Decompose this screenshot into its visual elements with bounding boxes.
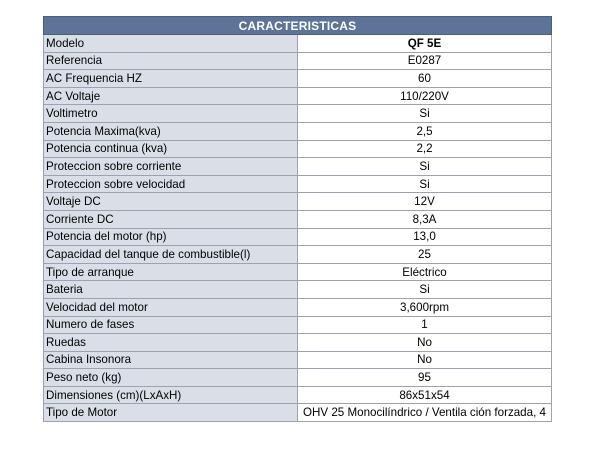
table-row [44,87,552,105]
spec-label: Capacidad del tanque de combustible(l) [44,246,298,264]
table-row [44,281,552,299]
spec-label: Tipo de arranque [44,263,298,281]
spec-value: 2,2 [298,140,552,158]
spec-label: Bateria [44,281,298,299]
spec-value: QF 5E [298,35,552,53]
specs-table [43,16,552,422]
spec-label: Potencia continua (kva) [44,140,298,158]
spec-label: Numero de fases [44,316,298,334]
spec-value: E0287 [298,52,552,70]
spec-value: 12V [298,193,552,211]
spec-label: Proteccion sobre corriente [44,158,298,176]
spec-value: 2,5 [298,122,552,140]
spec-label: Ruedas [44,334,298,352]
specs-table-body [44,35,552,422]
spec-value: 110/220V [298,87,552,105]
spec-label: Cabina Insonora [44,351,298,369]
spec-value: 25 [298,246,552,264]
spec-label: Voltaje DC [44,193,298,211]
table-row [44,298,552,316]
spec-label: Voltimetro [44,105,298,123]
table-row [44,351,552,369]
spec-label: Modelo [44,35,298,53]
table-row [44,334,552,352]
spec-value: No [298,334,552,352]
table-row [44,140,552,158]
table-row [44,193,552,211]
table-row [44,386,552,404]
table-title: CARACTERISTICAS [44,17,552,35]
table-row [44,210,552,228]
spec-label: Dimensiones (cm)(LxAxH) [44,386,298,404]
table-row [44,105,552,123]
spec-value: Si [298,281,552,299]
table-row [44,246,552,264]
table-row [44,316,552,334]
spec-label: Corriente DC [44,210,298,228]
table-row [44,52,552,70]
table-row [44,70,552,88]
spec-value: No [298,351,552,369]
table-row [44,35,552,53]
spec-label: Tipo de Motor [44,404,298,422]
spec-label: Referencia [44,52,298,70]
table-row [44,175,552,193]
spec-value: OHV 25 Monocilíndrico / Ventila ción forzada, 4 [298,404,552,422]
spec-value: 13,0 [298,228,552,246]
spec-value: Si [298,105,552,123]
spec-label: Velocidad del motor [44,298,298,316]
spec-value: Si [298,175,552,193]
spec-value: 60 [298,70,552,88]
table-header-row [44,17,552,35]
table-row [44,404,552,422]
spec-label: AC Voltaje [44,87,298,105]
spec-value: Eléctrico [298,263,552,281]
spec-label: Potencia del motor (hp) [44,228,298,246]
specs-table-container [43,16,552,422]
table-row [44,122,552,140]
spec-label: Proteccion sobre velocidad [44,175,298,193]
spec-label: Peso neto (kg) [44,369,298,387]
spec-value: 8,3A [298,210,552,228]
spec-value: 1 [298,316,552,334]
spec-label: AC Frequencia HZ [44,70,298,88]
spec-value: 3,600rpm [298,298,552,316]
table-row [44,228,552,246]
spec-label: Potencia Maxima(kva) [44,122,298,140]
table-row [44,263,552,281]
spec-value: 86x51x54 [298,386,552,404]
table-row [44,158,552,176]
spec-value: Si [298,158,552,176]
spec-value: 95 [298,369,552,387]
table-row [44,369,552,387]
